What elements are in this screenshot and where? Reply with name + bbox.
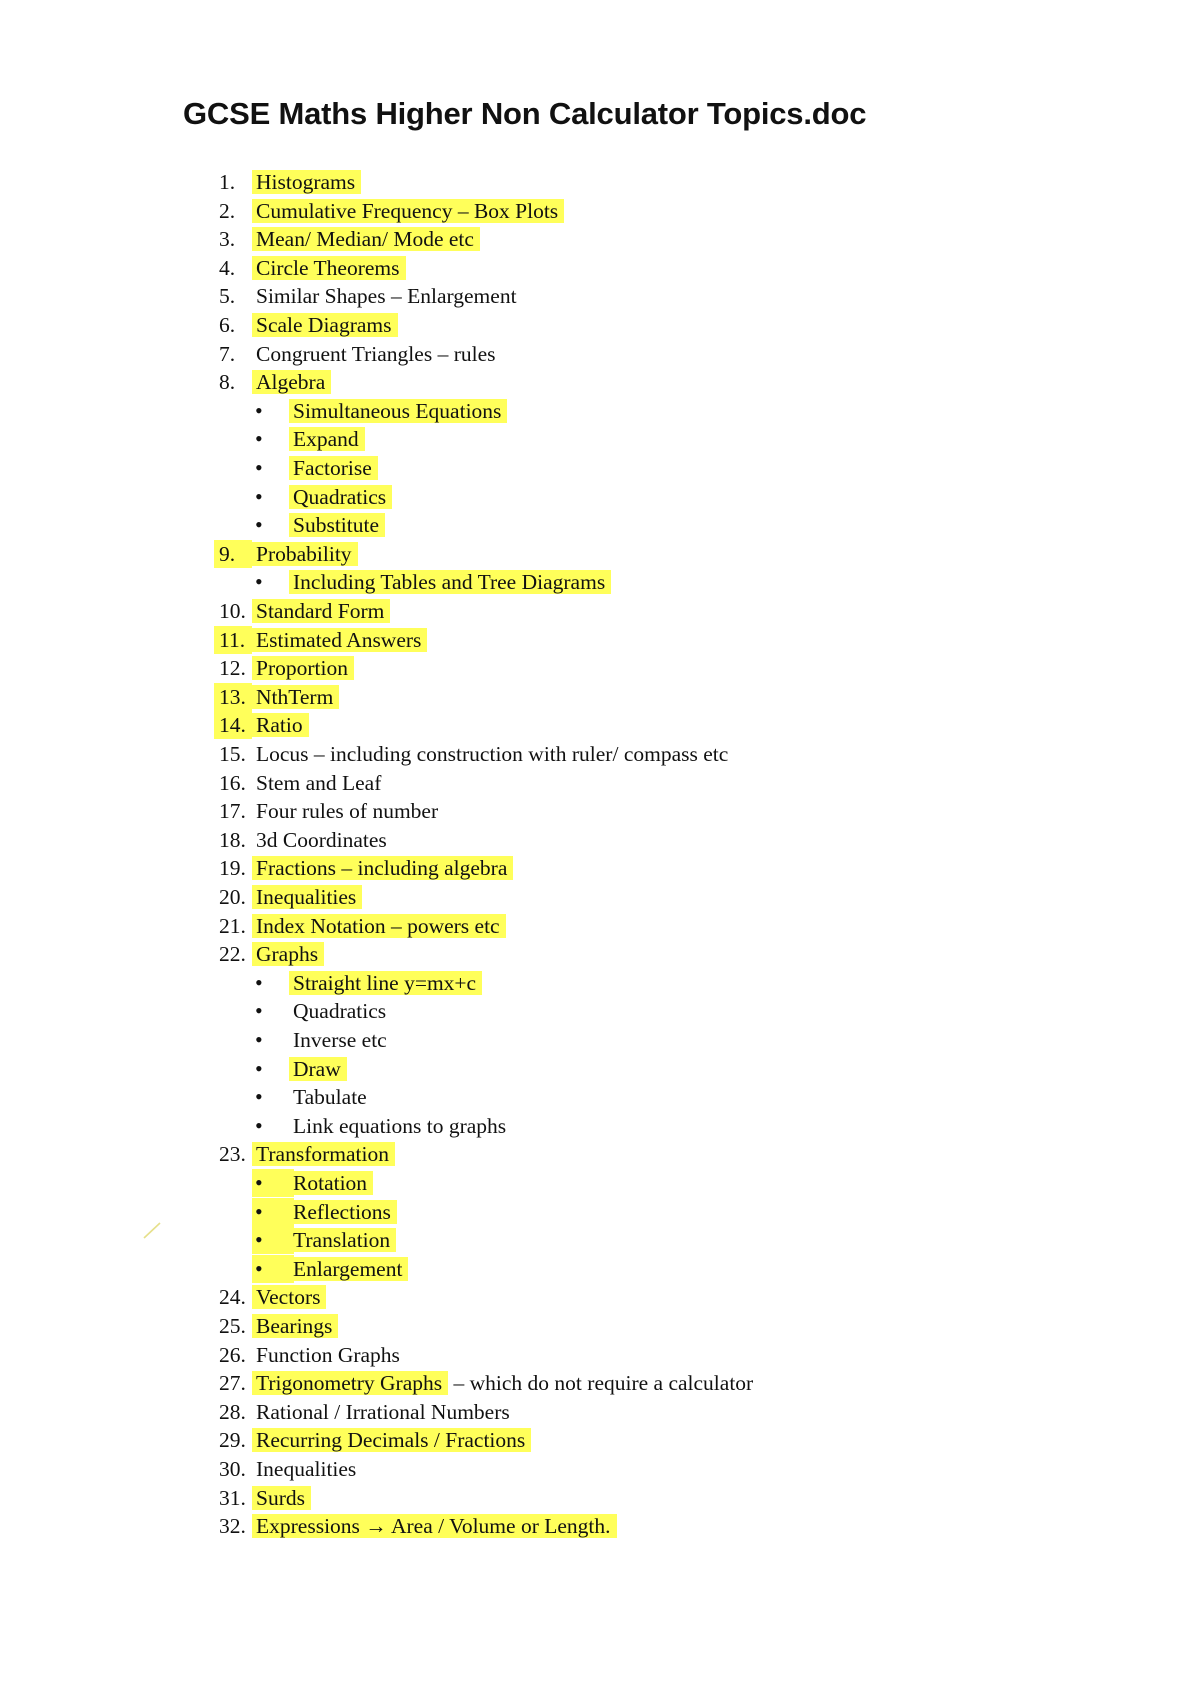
bullet-marker: • xyxy=(255,569,263,594)
item-text-wrap xyxy=(252,1312,338,1340)
item-number: 31. xyxy=(219,1486,246,1510)
bullet-marker: • xyxy=(255,1227,263,1252)
item-label: Translation xyxy=(289,1228,396,1252)
sub-list-item xyxy=(0,1198,1200,1226)
list-item xyxy=(0,883,1200,911)
bullet-marker: • xyxy=(255,426,263,451)
list-item xyxy=(0,1369,1200,1397)
sub-list-item xyxy=(0,425,1200,453)
item-text-wrap xyxy=(289,511,385,539)
item-text-wrap xyxy=(289,1112,506,1140)
item-label: Simultaneous Equations xyxy=(289,399,507,423)
list-item xyxy=(0,368,1200,396)
item-text-wrap xyxy=(252,769,381,797)
list-item xyxy=(0,254,1200,282)
sub-list-item xyxy=(0,511,1200,539)
item-label: Rotation xyxy=(289,1171,373,1195)
item-label: Stem and Leaf xyxy=(256,771,382,795)
item-number: 12. xyxy=(219,656,246,680)
item-number: 29. xyxy=(219,1428,246,1452)
item-label: Quadratics xyxy=(289,485,392,509)
list-item xyxy=(0,1484,1200,1512)
bullet-marker: • xyxy=(255,1027,263,1052)
item-number: 25. xyxy=(219,1314,246,1338)
item-label: Reflections xyxy=(289,1200,397,1224)
list-item xyxy=(0,1341,1200,1369)
item-label: Standard Form xyxy=(252,599,390,623)
item-text-wrap xyxy=(252,1455,356,1483)
sub-list-item xyxy=(0,483,1200,511)
item-text-wrap xyxy=(289,1255,408,1283)
list-item xyxy=(0,1512,1200,1540)
item-text-wrap xyxy=(252,940,324,968)
item-number: 7. xyxy=(219,342,236,366)
sub-list-item xyxy=(0,1169,1200,1197)
item-text-wrap xyxy=(289,1169,373,1197)
pen-stroke-mark xyxy=(142,1220,162,1240)
item-text-wrap xyxy=(252,1512,617,1540)
list-item xyxy=(0,769,1200,797)
sub-list-item xyxy=(0,454,1200,482)
item-text-wrap xyxy=(252,711,309,739)
item-number: 5. xyxy=(219,284,236,308)
item-text-wrap xyxy=(289,1226,396,1254)
item-text-wrap xyxy=(252,883,362,911)
item-text-wrap xyxy=(252,225,480,253)
list-item xyxy=(0,1283,1200,1311)
item-label: Estimated Answers xyxy=(252,628,427,652)
item-number: 1. xyxy=(219,170,236,194)
item-label: NthTerm xyxy=(252,685,339,709)
item-label: Link equations to graphs xyxy=(293,1114,507,1138)
sub-list-item xyxy=(0,1255,1200,1283)
item-text-wrap xyxy=(252,826,387,854)
item-label: Including Tables and Tree Diagrams xyxy=(289,570,611,594)
bullet-marker: • xyxy=(255,998,263,1023)
bullet-marker: • xyxy=(255,1084,263,1109)
item-text-wrap xyxy=(289,483,392,511)
list-item xyxy=(0,597,1200,625)
item-number: 20. xyxy=(219,885,246,909)
list-item xyxy=(0,197,1200,225)
item-text-wrap xyxy=(252,740,728,768)
item-number: 17. xyxy=(219,799,246,823)
item-text-wrap xyxy=(252,340,495,368)
item-label: Circle Theorems xyxy=(252,256,406,280)
list-item xyxy=(0,225,1200,253)
list-item xyxy=(0,1455,1200,1483)
item-number: 26. xyxy=(219,1343,246,1367)
list-item xyxy=(0,626,1200,654)
item-label: Inequalities xyxy=(252,885,362,909)
list-item xyxy=(0,540,1200,568)
sub-list-item xyxy=(0,997,1200,1025)
list-item xyxy=(0,826,1200,854)
item-text-wrap xyxy=(252,197,564,225)
item-label: Histograms xyxy=(252,170,361,194)
item-number: 16. xyxy=(219,771,246,795)
item-text-wrap xyxy=(252,797,438,825)
item-label: Congruent Triangles – rules xyxy=(256,342,496,366)
item-label: Function Graphs xyxy=(256,1343,400,1367)
bullet-marker: • xyxy=(255,398,263,423)
item-label: Expressions → Area / Volume or Length. xyxy=(252,1514,617,1538)
item-label: Factorise xyxy=(289,456,378,480)
sub-list-item xyxy=(0,1026,1200,1054)
item-label: Trigonometry Graphs xyxy=(252,1371,448,1395)
bullet-marker: • xyxy=(255,455,263,480)
item-label: Recurring Decimals / Fractions xyxy=(252,1428,531,1452)
item-text-wrap xyxy=(289,969,482,997)
sub-list-item xyxy=(0,969,1200,997)
bullet-marker: • xyxy=(255,1170,263,1195)
item-text-wrap xyxy=(289,1083,367,1111)
item-label: Inverse etc xyxy=(293,1028,387,1052)
item-label: Algebra xyxy=(252,370,331,394)
item-label: Straight line y=mx+c xyxy=(289,971,482,995)
item-number: 11. xyxy=(219,628,246,652)
item-text-wrap xyxy=(289,425,365,453)
sub-list-item xyxy=(0,1112,1200,1140)
item-label: Bearings xyxy=(252,1314,338,1338)
item-text-wrap xyxy=(252,654,354,682)
item-label: Cumulative Frequency – Box Plots xyxy=(252,199,564,223)
item-number: 10. xyxy=(219,599,246,623)
item-number: 18. xyxy=(219,828,246,852)
item-label: Draw xyxy=(289,1057,347,1081)
list-item xyxy=(0,797,1200,825)
item-label: Surds xyxy=(252,1486,311,1510)
item-number: 22. xyxy=(219,942,246,966)
list-item xyxy=(0,740,1200,768)
item-text-wrap xyxy=(252,254,406,282)
item-label: Quadratics xyxy=(293,999,387,1023)
sub-list-item xyxy=(0,568,1200,596)
item-text-wrap xyxy=(252,168,361,196)
item-text-wrap xyxy=(289,1026,387,1054)
item-number: 14. xyxy=(219,713,246,737)
item-text-wrap xyxy=(252,626,427,654)
bullet-marker: • xyxy=(255,484,263,509)
item-number: 4. xyxy=(219,256,236,280)
item-label: Ratio xyxy=(252,713,309,737)
sub-list-item xyxy=(0,397,1200,425)
list-item xyxy=(0,912,1200,940)
item-text-wrap xyxy=(289,1055,347,1083)
item-number: 28. xyxy=(219,1400,246,1424)
item-number: 30. xyxy=(219,1457,246,1481)
bullet-marker: • xyxy=(255,1056,263,1081)
item-text-wrap xyxy=(252,540,358,568)
item-number: 27. xyxy=(219,1371,246,1395)
item-label: Expand xyxy=(289,427,365,451)
item-text-wrap xyxy=(252,683,339,711)
item-label: Index Notation – powers etc xyxy=(252,914,506,938)
item-text-wrap xyxy=(252,1341,400,1369)
item-number: 32. xyxy=(219,1514,246,1538)
item-number: 13. xyxy=(219,685,246,709)
list-item xyxy=(0,1140,1200,1168)
item-label: Mean/ Median/ Mode etc xyxy=(252,227,480,251)
list-item xyxy=(0,311,1200,339)
item-label: Transformation xyxy=(252,1142,395,1166)
bullet-marker: • xyxy=(255,1113,263,1138)
bullet-marker: • xyxy=(255,970,263,995)
item-label: Enlargement xyxy=(289,1257,408,1281)
list-item xyxy=(0,1426,1200,1454)
item-label: 3d Coordinates xyxy=(256,828,387,852)
bullet-marker: • xyxy=(255,1199,263,1224)
list-item xyxy=(0,1312,1200,1340)
item-number: 6. xyxy=(219,313,236,337)
item-number: 2. xyxy=(219,199,236,223)
item-number: 3. xyxy=(219,227,236,251)
item-label: Inequalities xyxy=(256,1457,357,1481)
item-number: 9. xyxy=(219,542,236,566)
list-item xyxy=(0,854,1200,882)
item-text-wrap xyxy=(289,1198,397,1226)
item-text-wrap xyxy=(252,854,513,882)
list-item xyxy=(0,683,1200,711)
item-label: Proportion xyxy=(252,656,354,680)
item-number: 8. xyxy=(219,370,236,394)
item-number: 21. xyxy=(219,914,246,938)
item-text-wrap xyxy=(289,568,611,596)
item-number: 19. xyxy=(219,856,246,880)
item-label: Locus – including construction with ruler/ compass etc xyxy=(256,742,729,766)
item-text-wrap xyxy=(252,1426,531,1454)
item-text-wrap xyxy=(252,1398,510,1426)
item-label: Rational / Irrational Numbers xyxy=(256,1400,510,1424)
list-item xyxy=(0,168,1200,196)
item-text-wrap xyxy=(252,311,398,339)
item-number: 23. xyxy=(219,1142,246,1166)
item-text-wrap xyxy=(252,597,390,625)
list-item xyxy=(0,340,1200,368)
item-label: Graphs xyxy=(252,942,324,966)
list-item xyxy=(0,282,1200,310)
item-label: Tabulate xyxy=(293,1085,367,1109)
list-item xyxy=(0,654,1200,682)
sub-list-item xyxy=(0,1083,1200,1111)
item-text-wrap xyxy=(252,1369,753,1397)
page-title: GCSE Maths Higher Non Calculator Topics.doc xyxy=(183,96,867,131)
item-suffix: – which do not require a calculator xyxy=(448,1371,754,1395)
sub-list-item xyxy=(0,1226,1200,1254)
item-text-wrap xyxy=(252,368,331,396)
item-text-wrap xyxy=(252,1140,395,1168)
list-item xyxy=(0,940,1200,968)
item-label: Four rules of number xyxy=(256,799,439,823)
item-label: Vectors xyxy=(252,1285,326,1309)
item-label: Probability xyxy=(252,542,358,566)
item-text-wrap xyxy=(252,1484,311,1512)
item-text-wrap xyxy=(252,282,517,310)
item-text-wrap xyxy=(252,912,506,940)
list-item xyxy=(0,1398,1200,1426)
bullet-marker: • xyxy=(255,512,263,537)
item-label: Scale Diagrams xyxy=(252,313,398,337)
item-number: 15. xyxy=(219,742,246,766)
item-text-wrap xyxy=(289,997,386,1025)
item-label: Fractions – including algebra xyxy=(252,856,513,880)
item-text-wrap xyxy=(289,397,507,425)
item-label: Substitute xyxy=(289,513,385,537)
item-text-wrap xyxy=(252,1283,326,1311)
sub-list-item xyxy=(0,1055,1200,1083)
item-label: Similar Shapes – Enlargement xyxy=(256,284,517,308)
list-item xyxy=(0,711,1200,739)
item-number: 24. xyxy=(219,1285,246,1309)
item-text-wrap xyxy=(289,454,378,482)
bullet-marker: • xyxy=(255,1256,263,1281)
